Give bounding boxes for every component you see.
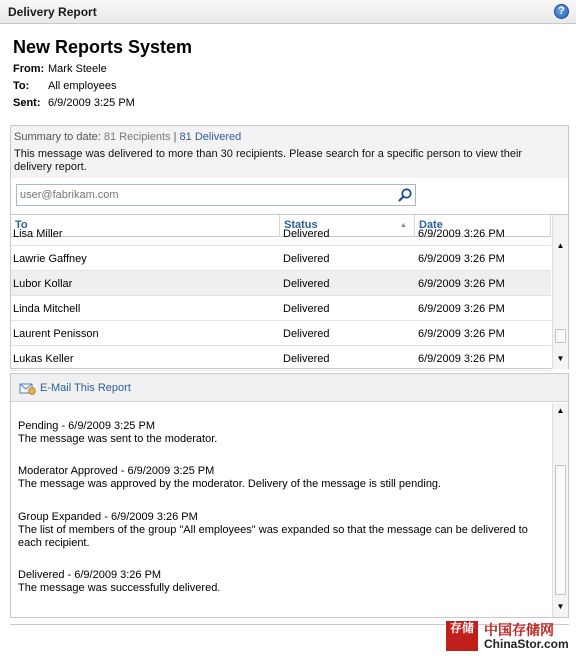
event-text: The message was sent to the moderator.: [18, 433, 218, 445]
sent-label: Sent:: [13, 97, 41, 109]
to-row: [13, 80, 117, 92]
sort-ascending-icon: ▲: [400, 222, 407, 229]
title-bar: [0, 0, 576, 24]
summary-line: [14, 131, 241, 143]
sent-value: 6/9/2009 3:25 PM: [48, 97, 135, 109]
event-moderator-approved: [18, 465, 543, 491]
table-row[interactable]: [11, 221, 551, 246]
cell-to: Linda Mitchell: [13, 303, 81, 315]
cell-to: Lawrie Gaffney: [13, 253, 87, 265]
cell-to: Lukas Keller: [13, 353, 74, 365]
watermark-cn-text: 中国存储网: [484, 622, 554, 638]
search-box: [16, 184, 416, 206]
column-date[interactable]: Date: [419, 219, 443, 231]
cell-status: Delivered: [283, 278, 330, 290]
scroll-down-icon[interactable]: ▼: [556, 354, 565, 363]
cell-date: 6/9/2009 3:26 PM: [418, 328, 505, 340]
event-text: The message was successfully delivered.: [18, 582, 221, 594]
cell-date: 6/9/2009 3:26 PM: [418, 353, 505, 365]
question-icon[interactable]: ?: [554, 4, 569, 19]
summary-panel: [10, 125, 569, 369]
event-log: [11, 403, 551, 617]
scroll-thumb[interactable]: [555, 465, 566, 595]
email-this-report-link[interactable]: E-Mail This Report: [40, 382, 131, 394]
recipient-search-input[interactable]: [20, 187, 390, 203]
event-text: The message was approved by the moderator. Delivery of the message is still pending.: [18, 478, 442, 490]
watermark-en-text: ChinaStor.com: [484, 637, 569, 651]
recipients-grid: [11, 214, 568, 368]
sent-row: [13, 97, 135, 109]
search-icon[interactable]: [397, 187, 413, 203]
summary-label: Summary to date:: [14, 131, 101, 143]
cell-date: 6/9/2009 3:26 PM: [418, 278, 505, 290]
event-title: Group Expanded - 6/9/2009 3:26 PM: [18, 511, 198, 523]
detail-scrollbar[interactable]: [552, 403, 568, 617]
summary-separator: |: [173, 131, 177, 143]
cell-date: 6/9/2009 3:26 PM: [418, 253, 505, 265]
recipients-count: 81 Recipients: [103, 131, 171, 143]
window-title: Delivery Report: [8, 5, 97, 19]
cell-status: Delivered: [283, 303, 330, 315]
from-value: Mark Steele: [48, 63, 107, 75]
event-title: Pending - 6/9/2009 3:25 PM: [18, 420, 155, 432]
scroll-up-icon[interactable]: ▲: [556, 241, 565, 250]
cell-date: 6/9/2009 3:26 PM: [418, 228, 505, 240]
watermark-logo: 存储: [446, 621, 478, 651]
cell-to: Laurent Penisson: [13, 328, 99, 340]
event-text: The list of members of the group "All employees" was expanded so that the message can be delivered to each recipient.: [18, 524, 528, 549]
cell-status: Delivered: [283, 228, 330, 240]
detail-toolbar: [11, 374, 568, 402]
table-row[interactable]: [11, 296, 551, 321]
summary-description: This message was delivered to more than 30 recipients. Please search for a specific person to view their delivery report.: [14, 148, 523, 173]
grid-scrollbar[interactable]: [552, 215, 568, 369]
watermark: [446, 619, 571, 653]
cell-to: Lubor Kollar: [13, 278, 73, 290]
table-row[interactable]: [11, 346, 551, 371]
event-title: Moderator Approved - 6/9/2009 3:25 PM: [18, 465, 215, 477]
event-delivered: [18, 569, 543, 595]
email-report-icon[interactable]: [19, 381, 36, 395]
to-label: To:: [13, 80, 30, 92]
from-row: [13, 63, 107, 75]
delivered-count: 81 Delivered: [179, 131, 242, 143]
event-group-expanded: [18, 511, 543, 550]
cell-status: Delivered: [283, 353, 330, 365]
scroll-thumb[interactable]: [555, 329, 566, 343]
message-subject: New Reports System: [13, 37, 193, 57]
scroll-up-icon[interactable]: ▲: [556, 406, 565, 415]
cell-status: Delivered: [283, 253, 330, 265]
cell-date: 6/9/2009 3:26 PM: [418, 303, 505, 315]
grid-rows: [11, 228, 551, 369]
to-value: All employees: [48, 80, 117, 92]
delivery-detail-panel: [10, 373, 569, 618]
cell-to: Lisa Miller: [13, 228, 63, 240]
from-label: From:: [13, 63, 45, 75]
column-to[interactable]: To: [15, 219, 28, 231]
column-status[interactable]: Status: [284, 219, 318, 231]
scroll-down-icon[interactable]: ▼: [556, 602, 565, 611]
summary-header: [11, 126, 568, 178]
table-row[interactable]: [11, 321, 551, 346]
cell-status: Delivered: [283, 328, 330, 340]
table-row-selected[interactable]: [11, 271, 551, 296]
event-title: Delivered - 6/9/2009 3:26 PM: [18, 569, 162, 581]
table-row[interactable]: [11, 246, 551, 271]
event-pending: [18, 420, 543, 446]
